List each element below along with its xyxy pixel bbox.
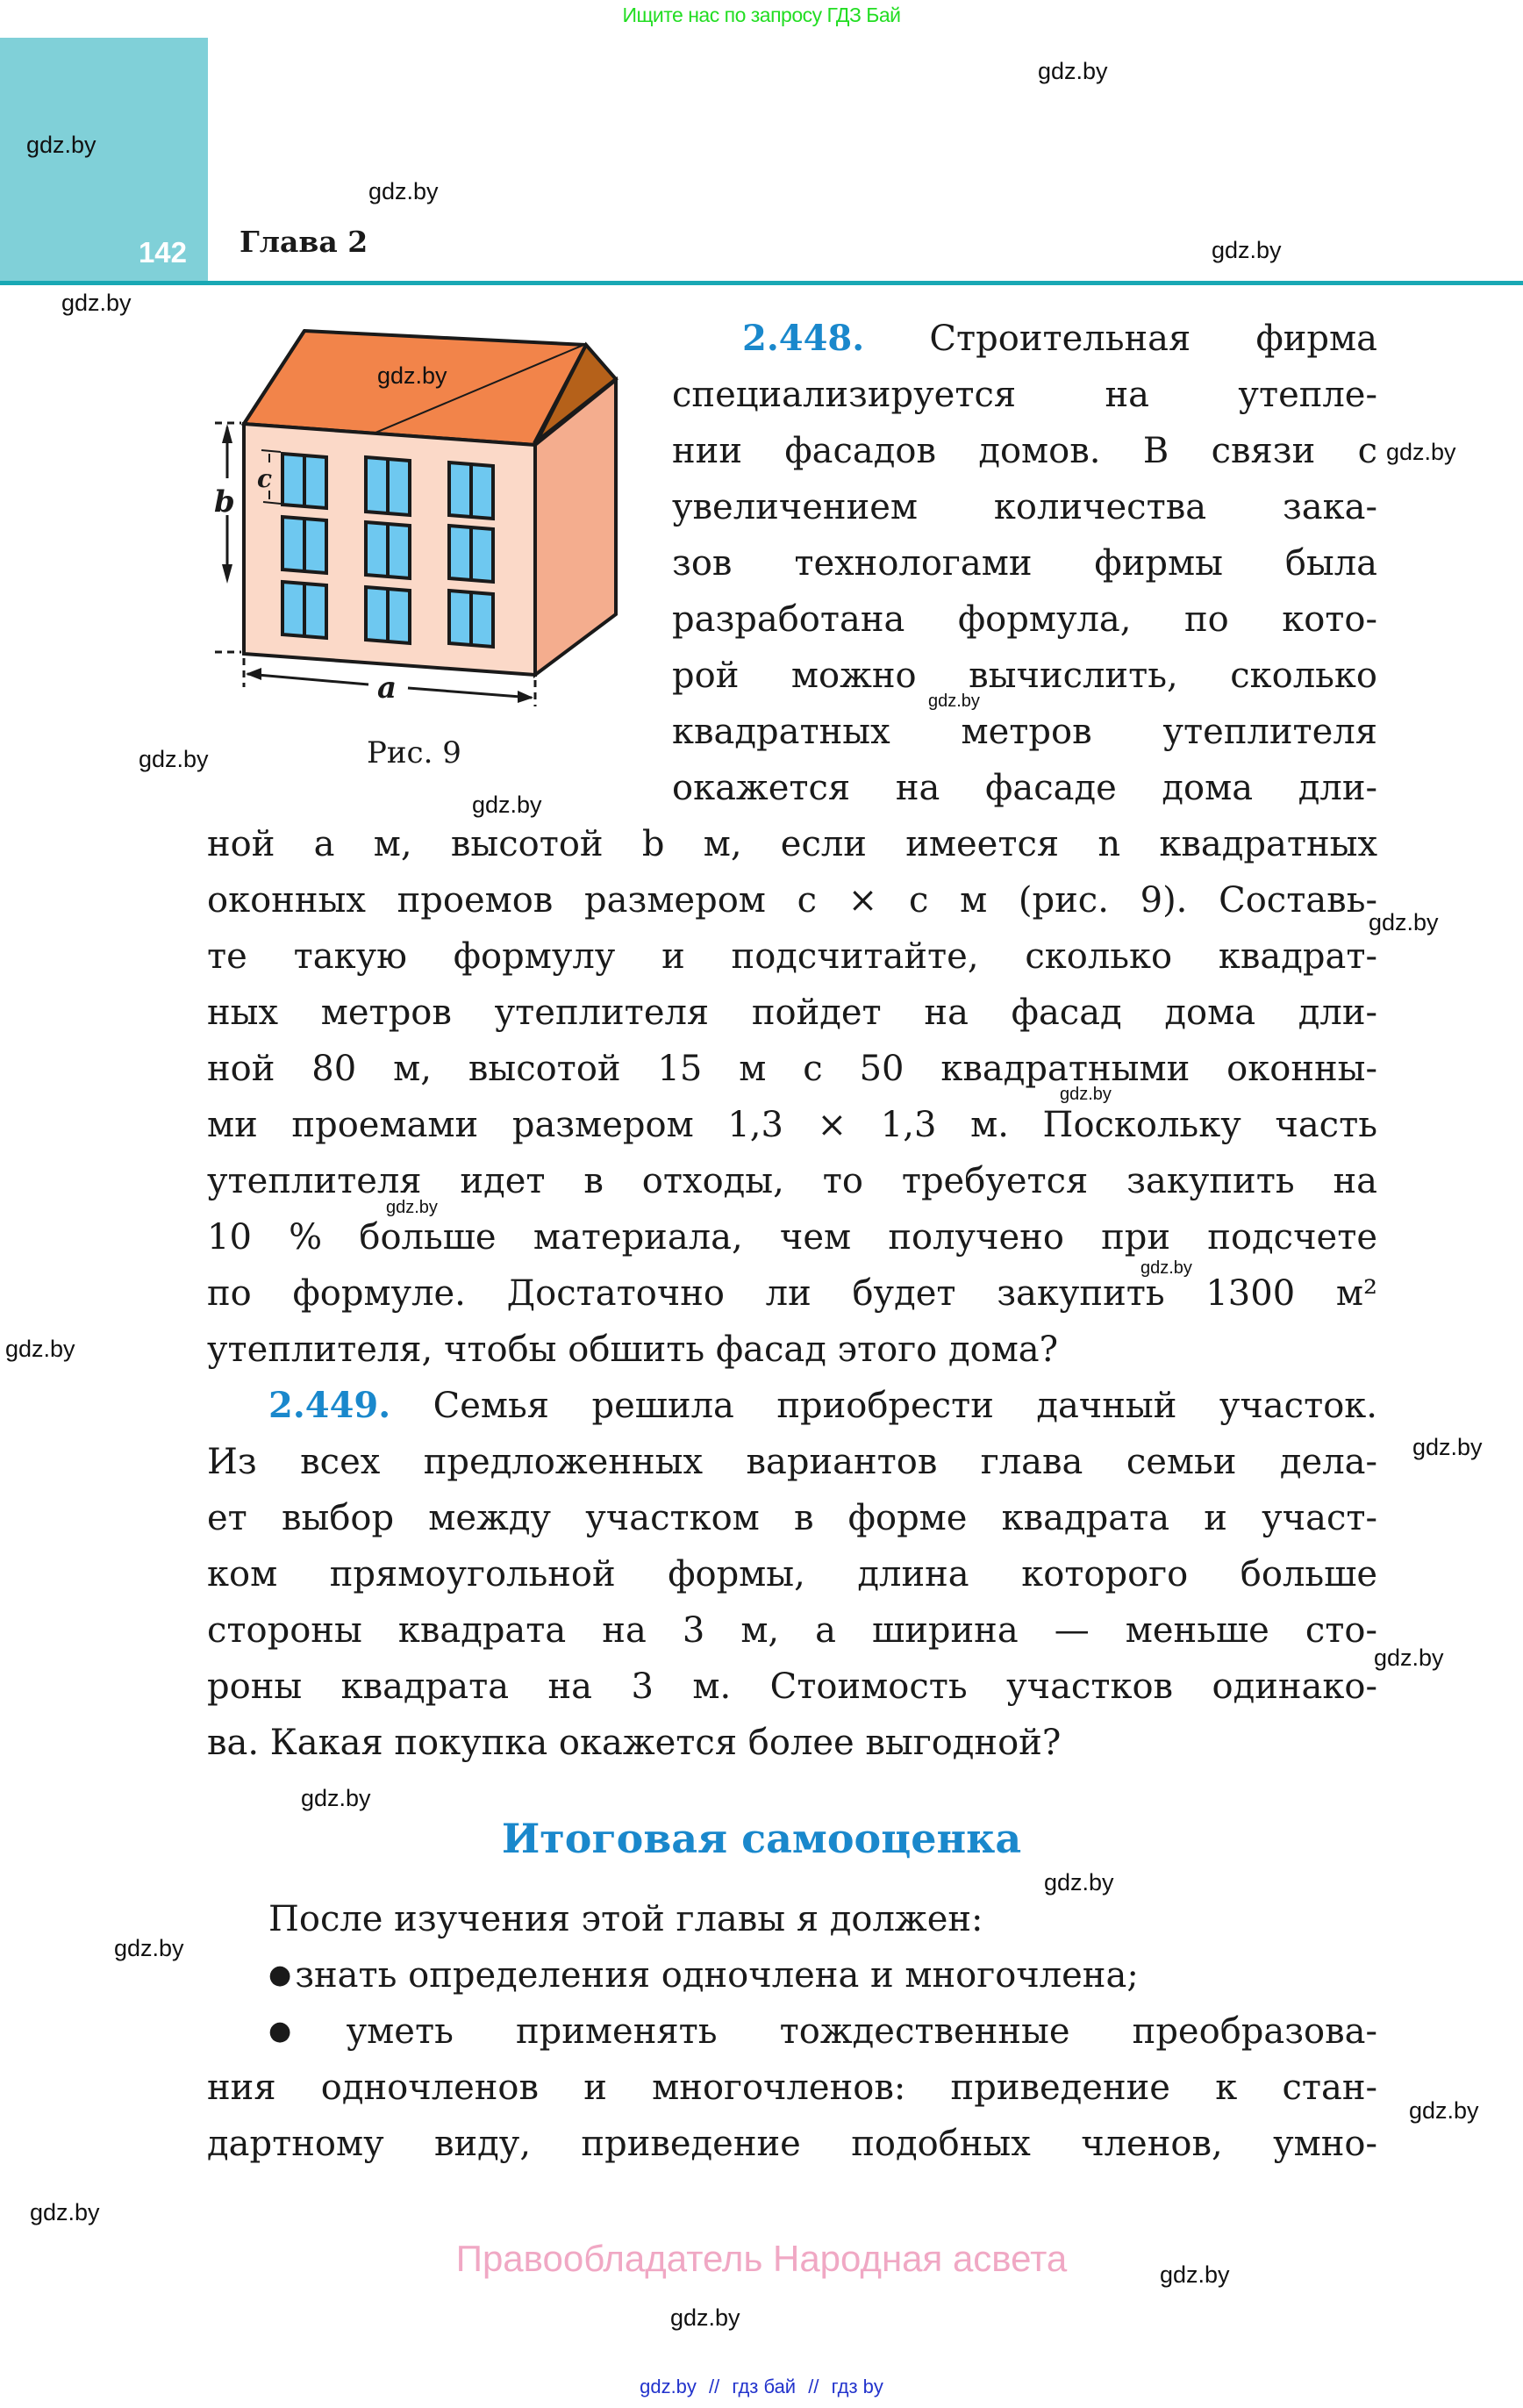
header-divider — [0, 281, 1523, 285]
watermark: gdz.by — [114, 1935, 184, 1961]
problem-line: Из всех предложенных вариантов глава семьи дела- — [207, 1442, 1377, 1482]
problem-line: утеплителя, чтобы обшить фасад этого дома? — [207, 1329, 1059, 1370]
figure-house — [202, 312, 676, 750]
problem-line: ных метров утеплителя пойдет на фасад дома дли- — [207, 993, 1377, 1033]
problem-line: ет выбор между участком в форме квадрата и участ- — [207, 1498, 1377, 1538]
watermark: gdz.by — [61, 290, 132, 316]
chapter-title: Глава 2 — [240, 225, 368, 259]
watermark: gdz.by — [1369, 909, 1439, 935]
problem-line: квадратных метров утеплителя — [672, 712, 1377, 752]
problem-number: 2.448. — [742, 318, 865, 359]
page-number: 142 — [138, 236, 187, 269]
top-banner: Ищите нас по запросу ГДЗ Бай — [622, 4, 901, 26]
problem-line: ва. Какая покупка окажется более выгодной? — [207, 1723, 1062, 1763]
watermark: gdz.by — [1409, 2097, 1479, 2124]
problem-line: ной a м, высотой b м, если имеется n квадратных — [207, 824, 1377, 864]
watermark: gdz.by — [1160, 2261, 1230, 2288]
label-a: a — [377, 670, 397, 706]
watermark: gdz.by — [1140, 1258, 1192, 1278]
watermark: gdz.by — [377, 362, 447, 389]
copyright-notice: Правообладатель Народная асвета — [455, 2238, 1068, 2279]
problem-line: ком прямоугольной формы, длина которого больше — [207, 1554, 1377, 1595]
problem-line: роны квадрата на 3 м. Стоимость участков одинако- — [207, 1666, 1377, 1707]
label-b: b — [214, 484, 235, 520]
problem-line: рой можно вычислить, сколько — [672, 656, 1377, 696]
problem-line: 10 % больше материала, чем получено при подсчете — [207, 1217, 1377, 1258]
problem-line: ной 80 м, высотой 15 м с 50 квадратными оконны- — [207, 1049, 1377, 1089]
problem-line: утеплителя идет в отходы, то требуется закупить на — [207, 1161, 1377, 1201]
continuation-line: дартному виду, приведение подобных членов, умно- — [207, 2124, 1377, 2164]
watermark: gdz.by — [5, 1336, 75, 1362]
problem-line: зов технологами фирмы была — [672, 543, 1377, 584]
problem-2449 — [207, 1378, 1377, 1771]
footer-separator: // — [709, 2376, 720, 2397]
intro-line: После изучения этой главы я должен: — [268, 1899, 983, 1939]
watermark: gdz.by — [1212, 237, 1282, 263]
footer-separator: // — [808, 2376, 819, 2397]
watermark: gdz.by — [1060, 1085, 1112, 1104]
problem-2448-narrow — [672, 311, 1377, 816]
watermark: gdz.by — [30, 2199, 100, 2225]
problem-line: те такую формулу и подсчитайте, сколько квадрат- — [207, 936, 1377, 977]
watermark: gdz.by — [928, 692, 980, 711]
footer-link-gdz-bai[interactable]: гдз бай — [732, 2376, 797, 2397]
figure-caption: Рис. 9 — [367, 735, 461, 770]
watermark: gdz.by — [139, 746, 209, 772]
problem-line: разработана формула, по кото- — [672, 599, 1377, 640]
problem-line: увеличением количества зака- — [672, 487, 1377, 527]
problem-line: нии фасадов домов. В связи с — [672, 431, 1377, 471]
watermark: gdz.by — [1386, 439, 1456, 465]
bullet-item: ● уметь применять тождественные преобразова- — [268, 2011, 1378, 2052]
problem-line: 2.449. Семья решила приобрести дачный участок. — [268, 1385, 1378, 1426]
problem-line: специализируется на утепле- — [672, 375, 1377, 415]
watermark: gdz.by — [1412, 1434, 1483, 1460]
watermark: gdz.by — [472, 792, 542, 818]
watermark: gdz.by — [368, 178, 439, 204]
page-number-tab — [0, 38, 208, 282]
problem-line: по формуле. Достаточно ли будет закупить 1300 м² — [207, 1273, 1377, 1314]
watermark: gdz.by — [1374, 1645, 1444, 1671]
watermark: gdz.by — [386, 1198, 438, 1217]
bullet-icon: ● — [268, 1960, 292, 1990]
watermark: gdz.by — [670, 2304, 740, 2331]
problem-line: оконных проемов размером c × c м (рис. 9). Составь- — [207, 880, 1377, 921]
footer-links — [0, 2376, 1523, 2398]
watermark: gdz.by — [1044, 1869, 1114, 1896]
problem-line: окажется на фасаде дома дли- — [672, 768, 1377, 808]
footer-link-gdz-by-cyr[interactable]: гдз by — [831, 2376, 883, 2397]
watermark: gdz.by — [301, 1785, 371, 1811]
bullet-icon: ● — [268, 2016, 343, 2046]
section-title: Итоговая самооценка — [501, 1815, 1022, 1862]
self-assessment-body — [207, 1892, 1377, 2173]
problem-line: ми проемами размером 1,3 × 1,3 м. Поскольку часть — [207, 1105, 1377, 1145]
watermark: gdz.by — [1038, 58, 1108, 84]
label-c: c — [257, 464, 273, 493]
watermark: gdz.by — [26, 132, 97, 158]
problem-number: 2.449. — [268, 1385, 391, 1426]
continuation-line: ния одночленов и многочленов: приведение к стан- — [207, 2068, 1377, 2108]
footer-link-gdz-by[interactable]: gdz.by — [640, 2376, 697, 2397]
bullet-item: ● знать определения одночлена и многочлена; — [268, 1955, 1139, 1996]
problem-2448-full — [207, 816, 1377, 1378]
problem-line: 2.448. Строительная фирма — [742, 318, 1377, 359]
problem-line: стороны квадрата на 3 м, а ширина — меньше сто- — [207, 1610, 1377, 1651]
